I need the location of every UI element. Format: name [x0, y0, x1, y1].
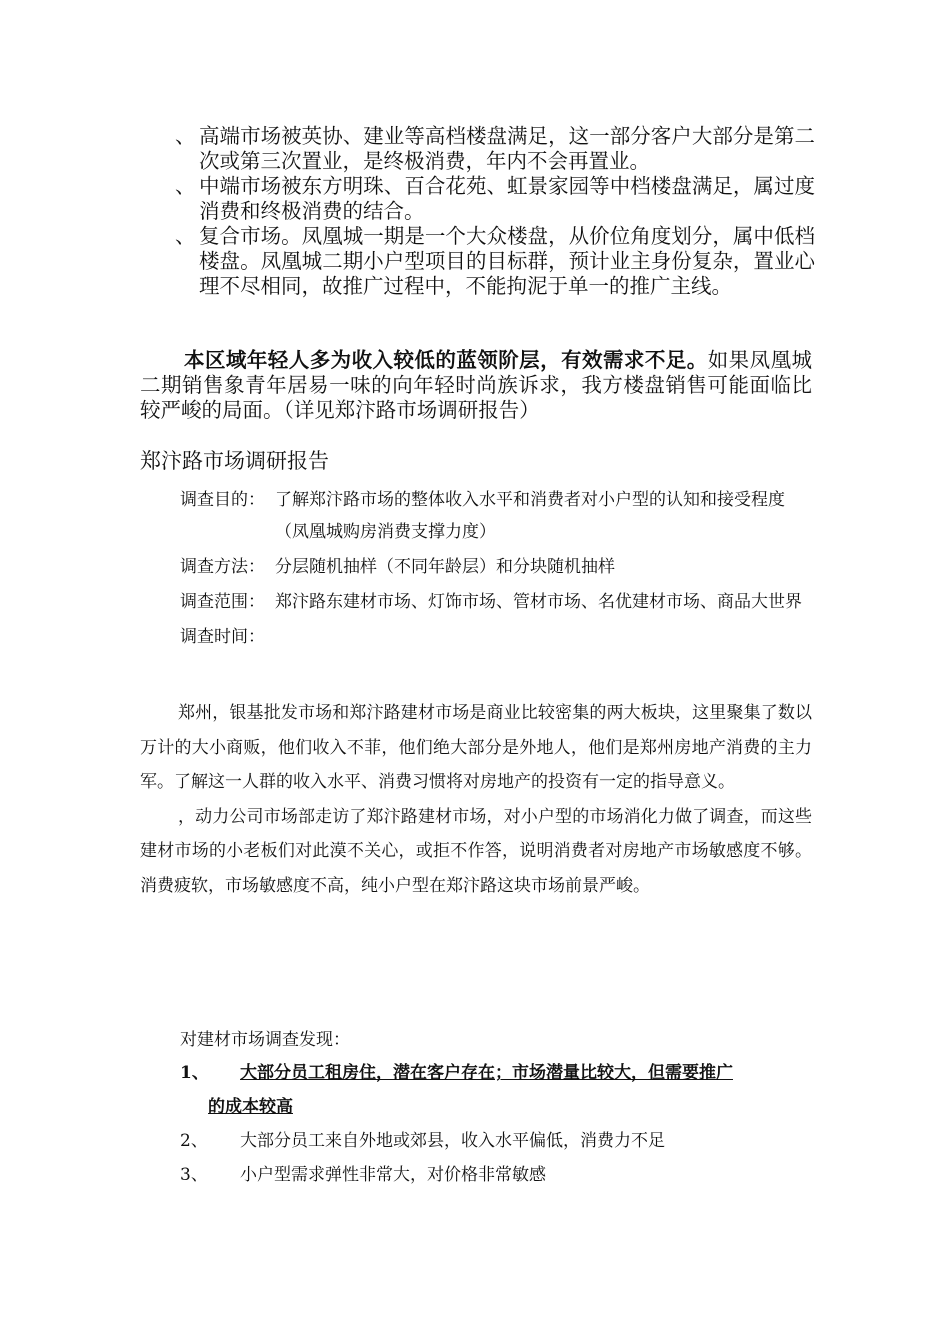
survey-row-purpose [180, 484, 810, 548]
survey-row-time [180, 621, 810, 653]
survey-value: 分层随机抽样（不同年龄层）和分块随机抽样 [275, 557, 615, 577]
bullet-mark: 、 [175, 174, 196, 198]
survey-label: 调查范围： [180, 592, 265, 612]
summary-paragraph [140, 348, 812, 423]
finding-text: 大部分员工租房住，潜在客户存在；市场潜量比较大，但需要推广 [240, 1063, 733, 1083]
finding-item [180, 1124, 812, 1158]
bullet-text: 中端市场被东方明珠、百合花苑、虹景家园等中档楼盘满足，属过度消费和终极消费的结合。 [199, 174, 815, 223]
bullet-text: 复合市场。凤凰城一期是一个大众楼盘，从价位角度划分，属中低档楼盘。凤凰城二期小户型项目的目标群，预计业主身份复杂，置业心理不尽相同，故推广过程中，不能拘泥于单一的推广主线。 [199, 224, 815, 298]
survey-row-method [180, 551, 810, 583]
findings-label: 对建材市场调查发现： [180, 1030, 350, 1050]
finding-number: 3、 [180, 1165, 208, 1185]
summary-rest: 如果凤凰城二期销售象青年居易一味的向年轻时尚族诉求，我方楼盘销售可能面临比较严峻的局面。（详见郑汴路市场调研报告） [140, 348, 813, 422]
survey-label: 调查目的： [180, 490, 265, 510]
finding-number: 1、 [180, 1063, 209, 1083]
body-paragraphs [140, 696, 812, 903]
finding-text-continued: 的成本较高 [208, 1097, 293, 1117]
survey-value: 郑汴路东建材市场、灯饰市场、管材市场、名优建材市场、商品大世界 [275, 592, 802, 612]
survey-value [275, 621, 810, 653]
finding-item [180, 1056, 812, 1124]
body-paragraph: ，动力公司市场部走访了郑汴路建材市场，对小户型的市场消化力做了调查，而这些建材市场的小老板们对此漠不关心，或拒不作答，说明消费者对房地产市场敏感度不够。消费疲软，市场敏感度不高，纯小户型在郑汴路这块市场前景严峻。 [140, 806, 812, 896]
finding-text: 小户型需求弹性非常大，对价格非常敏感 [240, 1165, 546, 1185]
survey-row-scope [180, 586, 810, 618]
finding-item [180, 1158, 812, 1192]
bullet-item [175, 224, 815, 299]
survey-value: 了解郑汴路市场的整体收入水平和消费者对小户型的认知和接受程度（凤凰城购房消费支撑力度） [275, 490, 785, 542]
bullet-item [175, 124, 815, 174]
survey-label: 调查方法： [180, 557, 265, 577]
survey-label: 调查时间： [180, 627, 265, 647]
bullet-mark: 、 [175, 224, 196, 248]
bullet-item [175, 174, 815, 224]
bullet-mark: 、 [175, 124, 196, 148]
body-paragraph: 郑州，银基批发市场和郑汴路建材市场是商业比较密集的两大板块，这里聚集了数以万计的大小商贩，他们收入不菲，他们绝大部分是外地人，他们是郑州房地产消费的主力军。了解这一人群的收入水平、消费习惯将对房地产的投资有一定的指导意义。 [140, 703, 812, 792]
finding-number: 2、 [180, 1131, 208, 1151]
survey-info [180, 484, 810, 656]
section-heading: 郑汴路市场调研报告 [140, 449, 329, 473]
bullet-list [175, 124, 815, 299]
findings-list [180, 1056, 812, 1192]
finding-text: 大部分员工来自外地或郊县，收入水平偏低，消费力不足 [240, 1131, 665, 1151]
bullet-text: 高端市场被英协、建业等高档楼盘满足，这一部分客户大部分是第二次或第三次置业，是终极消费，年内不会再置业。 [199, 124, 815, 173]
summary-bold: 本区域年轻人多为收入较低的蓝领阶层，有效需求不足。 [184, 348, 708, 372]
